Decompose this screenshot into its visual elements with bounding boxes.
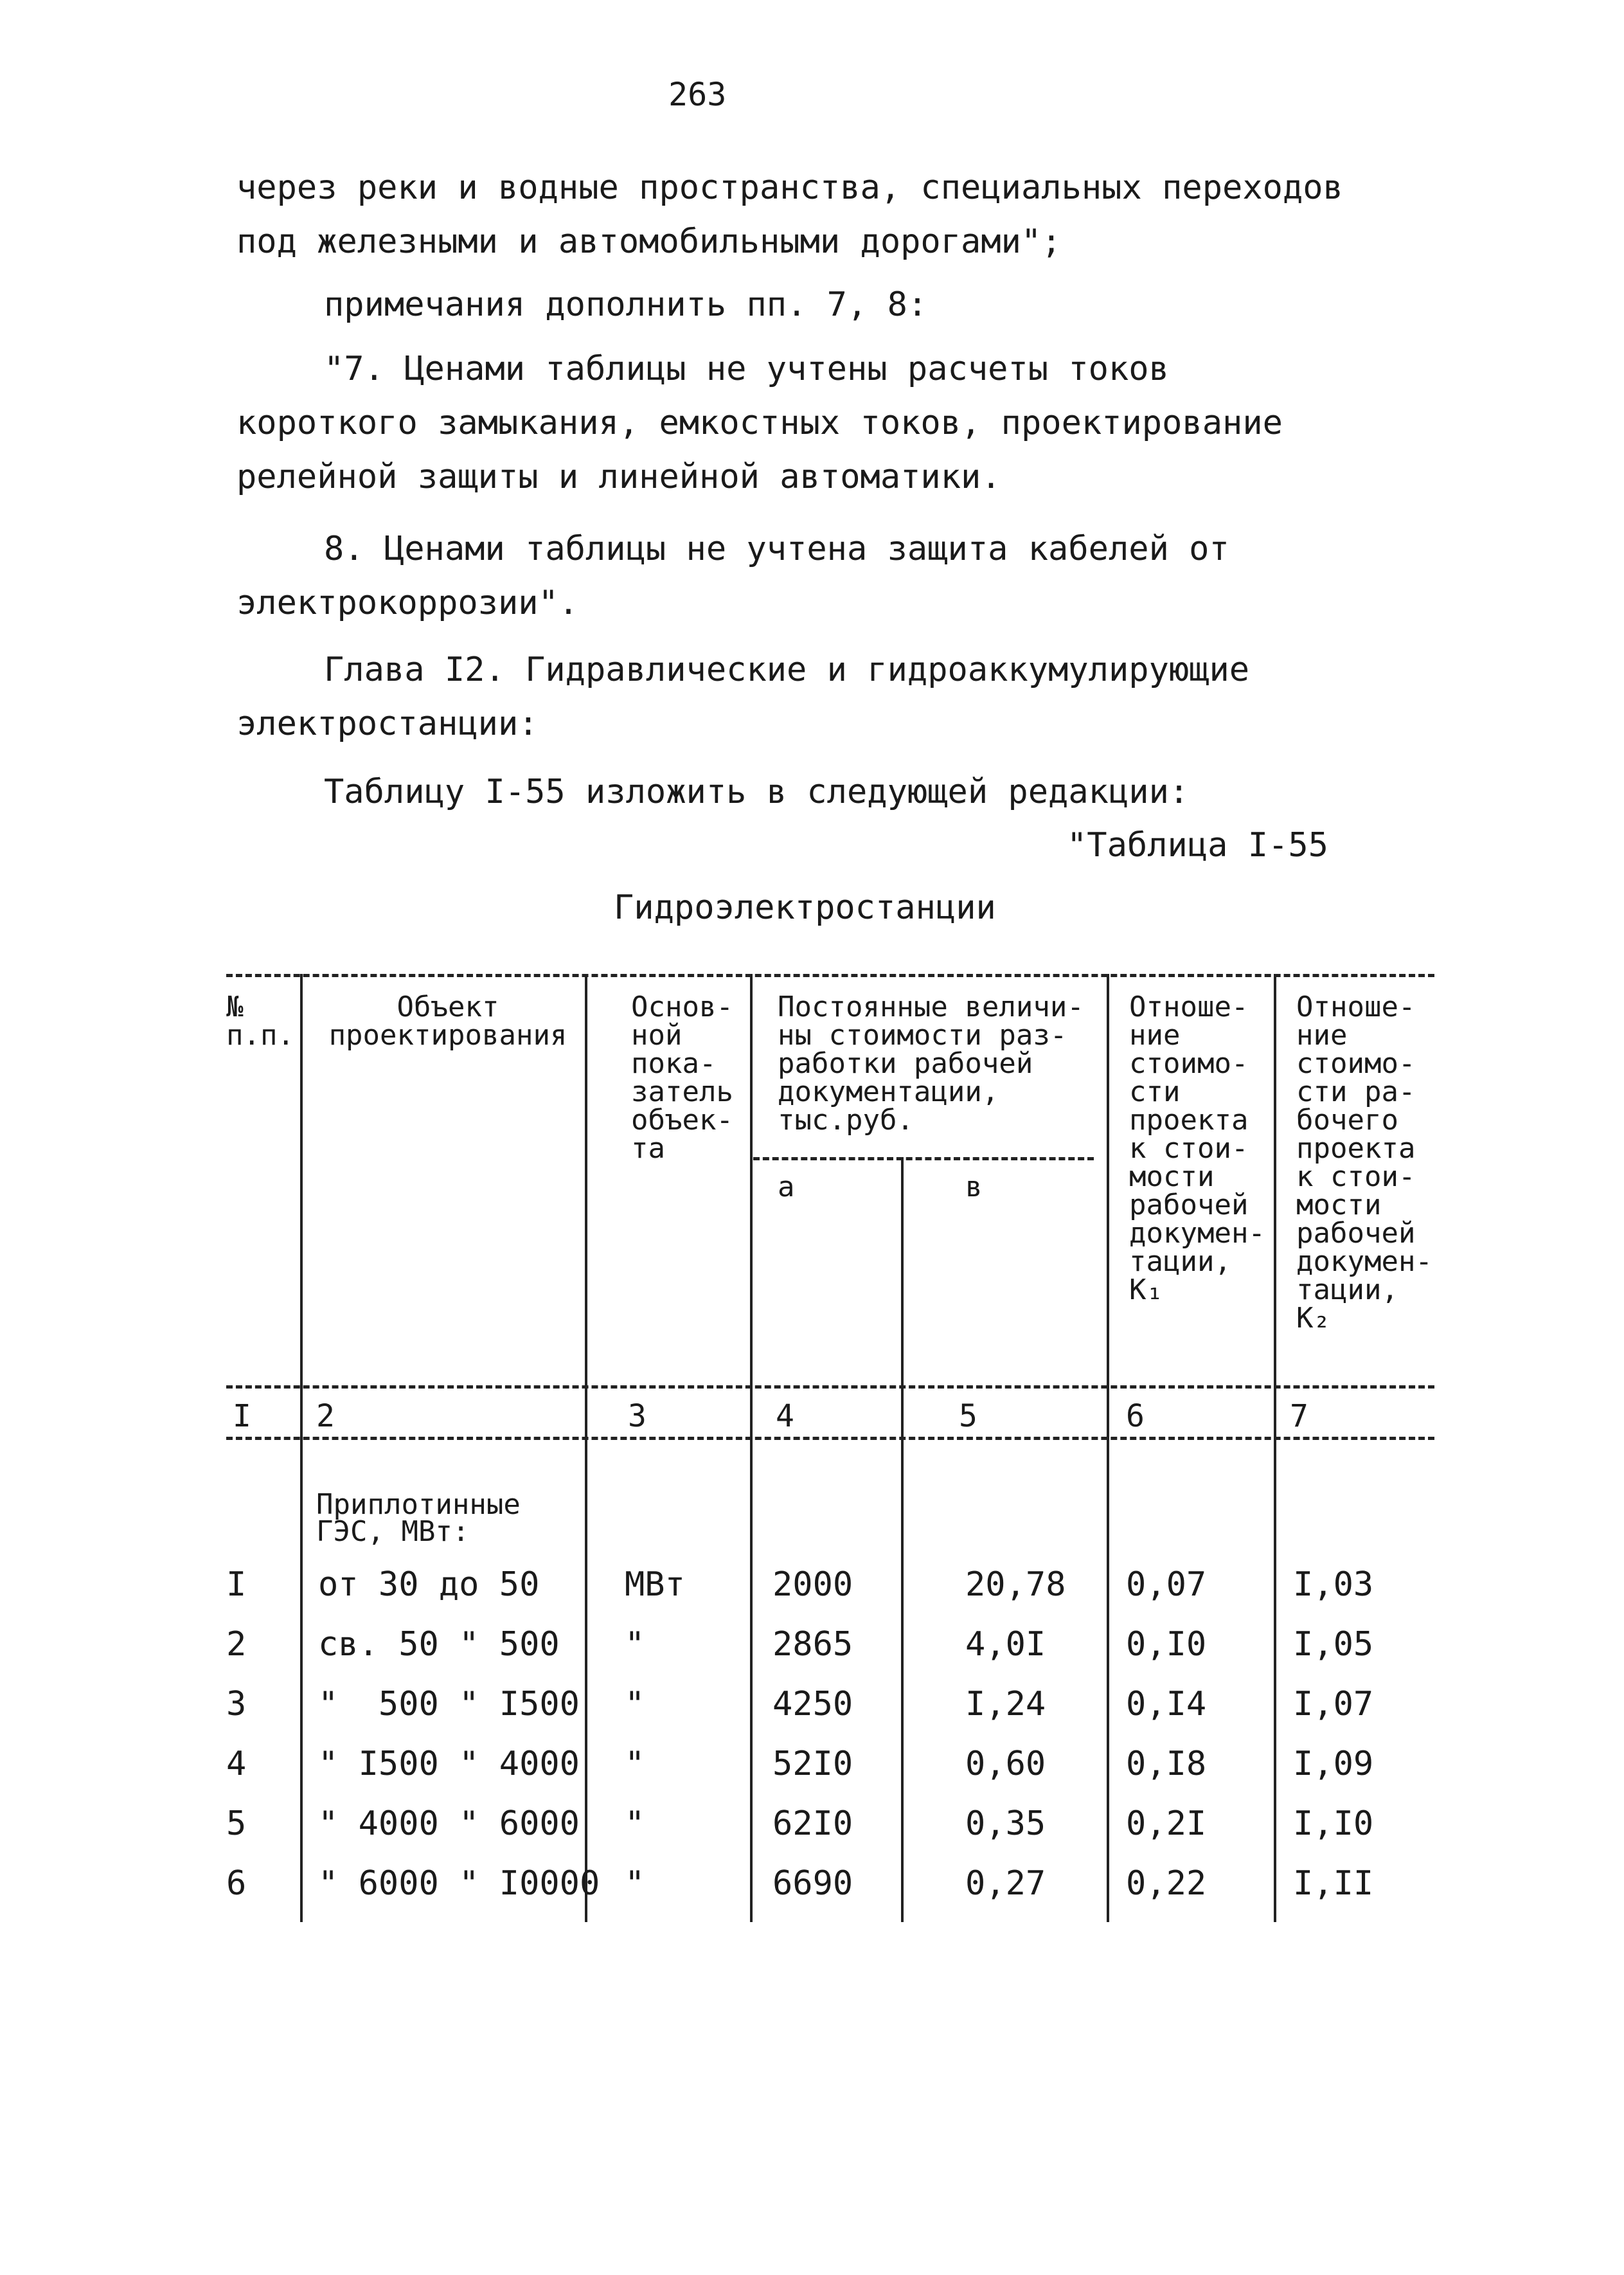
header-constants: Постоянные величи- ны стоимости раз- работки рабочей документации, тыс.руб.: [778, 991, 1084, 1137]
row-k2: I,I0: [1293, 1804, 1374, 1843]
header-indicator: Основ- ной пока- затель объек- та: [631, 991, 733, 1165]
row-b: 4,0I: [965, 1625, 1046, 1664]
header-k1: Отноше- ние стоимо- сти проекта к стои- мости рабочей докумен- тации, K₁: [1129, 991, 1265, 1306]
row-k1: 0,22: [1126, 1864, 1207, 1903]
row-a: 2000: [772, 1565, 853, 1604]
row-k1: 0,I8: [1126, 1745, 1207, 1783]
header-k2: Отноше- ние стоимо- сти ра- бочего проекта к стои- мости рабочей докумен- тации, K₂: [1296, 991, 1432, 1335]
colnum-7: 7: [1290, 1398, 1308, 1434]
row-a: 2865: [772, 1625, 853, 1664]
table-row: [226, 1685, 1434, 1743]
group-label: Приплотинные ГЭС, МВт:: [316, 1488, 521, 1548]
header-number: № п.п.: [226, 991, 294, 1052]
row-number: 3: [226, 1685, 247, 1723]
table-row: [226, 1864, 1434, 1922]
subheader-rule: [753, 1157, 1094, 1160]
colnum-1: I: [233, 1398, 251, 1434]
table-caption: "Таблица I-55: [1067, 826, 1328, 865]
paragraph-note-7: "7. Ценами таблицы не учтены расчеты токов короткого замыкания, емкостных токов, проектирование релейной защиты и линейной автоматики.: [236, 350, 1303, 496]
paragraph-continuation: через реки и водные пространства, специальных переходов под железными и автомобильными дорогами";: [236, 168, 1364, 261]
row-object: " 500 " I500: [318, 1685, 580, 1723]
row-a: 62I0: [772, 1804, 853, 1843]
row-k1: 0,I0: [1126, 1625, 1207, 1664]
page-number: 263: [668, 76, 727, 113]
table-row: [226, 1804, 1434, 1862]
header-b: в: [965, 1171, 983, 1203]
row-indicator: ": [625, 1864, 645, 1903]
row-number: I: [226, 1565, 247, 1604]
colnum-bottom-rule: [226, 1437, 1434, 1440]
row-object: св. 50 " 500: [318, 1625, 560, 1664]
row-number: 5: [226, 1804, 247, 1843]
table-row: [226, 1745, 1434, 1803]
table-row: [226, 1625, 1434, 1683]
row-k2: I,03: [1293, 1565, 1374, 1604]
table-top-rule: [226, 974, 1434, 977]
price-table: [226, 974, 1434, 1922]
row-k2: I,09: [1293, 1745, 1374, 1783]
row-b: 20,78: [965, 1565, 1066, 1604]
table-row: [226, 1565, 1434, 1623]
row-k2: I,05: [1293, 1625, 1374, 1664]
row-k1: 0,07: [1126, 1565, 1207, 1604]
row-number: 2: [226, 1625, 247, 1664]
row-indicator: ": [625, 1685, 645, 1723]
row-object: " 6000 " I0000: [318, 1864, 600, 1903]
row-object: " 4000 " 6000: [318, 1804, 580, 1843]
colnum-3: 3: [628, 1398, 647, 1434]
row-k1: 0,I4: [1126, 1685, 1207, 1723]
row-indicator: ": [625, 1745, 645, 1783]
row-indicator: МВт: [625, 1565, 685, 1604]
row-k1: 0,2I: [1126, 1804, 1207, 1843]
row-a: 4250: [772, 1685, 853, 1723]
header-bottom-rule: [226, 1385, 1434, 1389]
row-b: 0,60: [965, 1745, 1046, 1783]
row-indicator: ": [625, 1804, 645, 1843]
row-b: 0,35: [965, 1804, 1046, 1843]
row-a: 6690: [772, 1864, 853, 1903]
row-k2: I,07: [1293, 1685, 1374, 1723]
header-object: Объект проектирования: [328, 991, 567, 1052]
paragraph-table-instruction: Таблицу I-55 изложить в следующей редакции:: [324, 773, 1190, 811]
paragraph-note-8: 8. Ценами таблицы не учтена защита кабелей от электрокоррозии".: [236, 530, 1250, 622]
table-title: Гидроэлектростанции: [614, 888, 996, 927]
colnum-6: 6: [1126, 1398, 1145, 1434]
colnum-5: 5: [959, 1398, 977, 1434]
row-number: 6: [226, 1864, 247, 1903]
row-indicator: ": [625, 1625, 645, 1664]
header-a: а: [778, 1171, 795, 1203]
paragraph-notes-intro: примечания дополнить пп. 7, 8:: [324, 285, 928, 324]
row-b: 0,27: [965, 1864, 1046, 1903]
colnum-2: 2: [316, 1398, 335, 1434]
row-k2: I,II: [1293, 1864, 1374, 1903]
row-object: от 30 до 50: [318, 1565, 540, 1604]
row-object: " I500 " 4000: [318, 1745, 580, 1783]
paragraph-chapter-12: Глава I2. Гидравлические и гидроаккумулирующие электростанции:: [236, 651, 1270, 743]
row-b: I,24: [965, 1685, 1046, 1723]
row-a: 52I0: [772, 1745, 853, 1783]
row-number: 4: [226, 1745, 247, 1783]
colnum-4: 4: [776, 1398, 794, 1434]
